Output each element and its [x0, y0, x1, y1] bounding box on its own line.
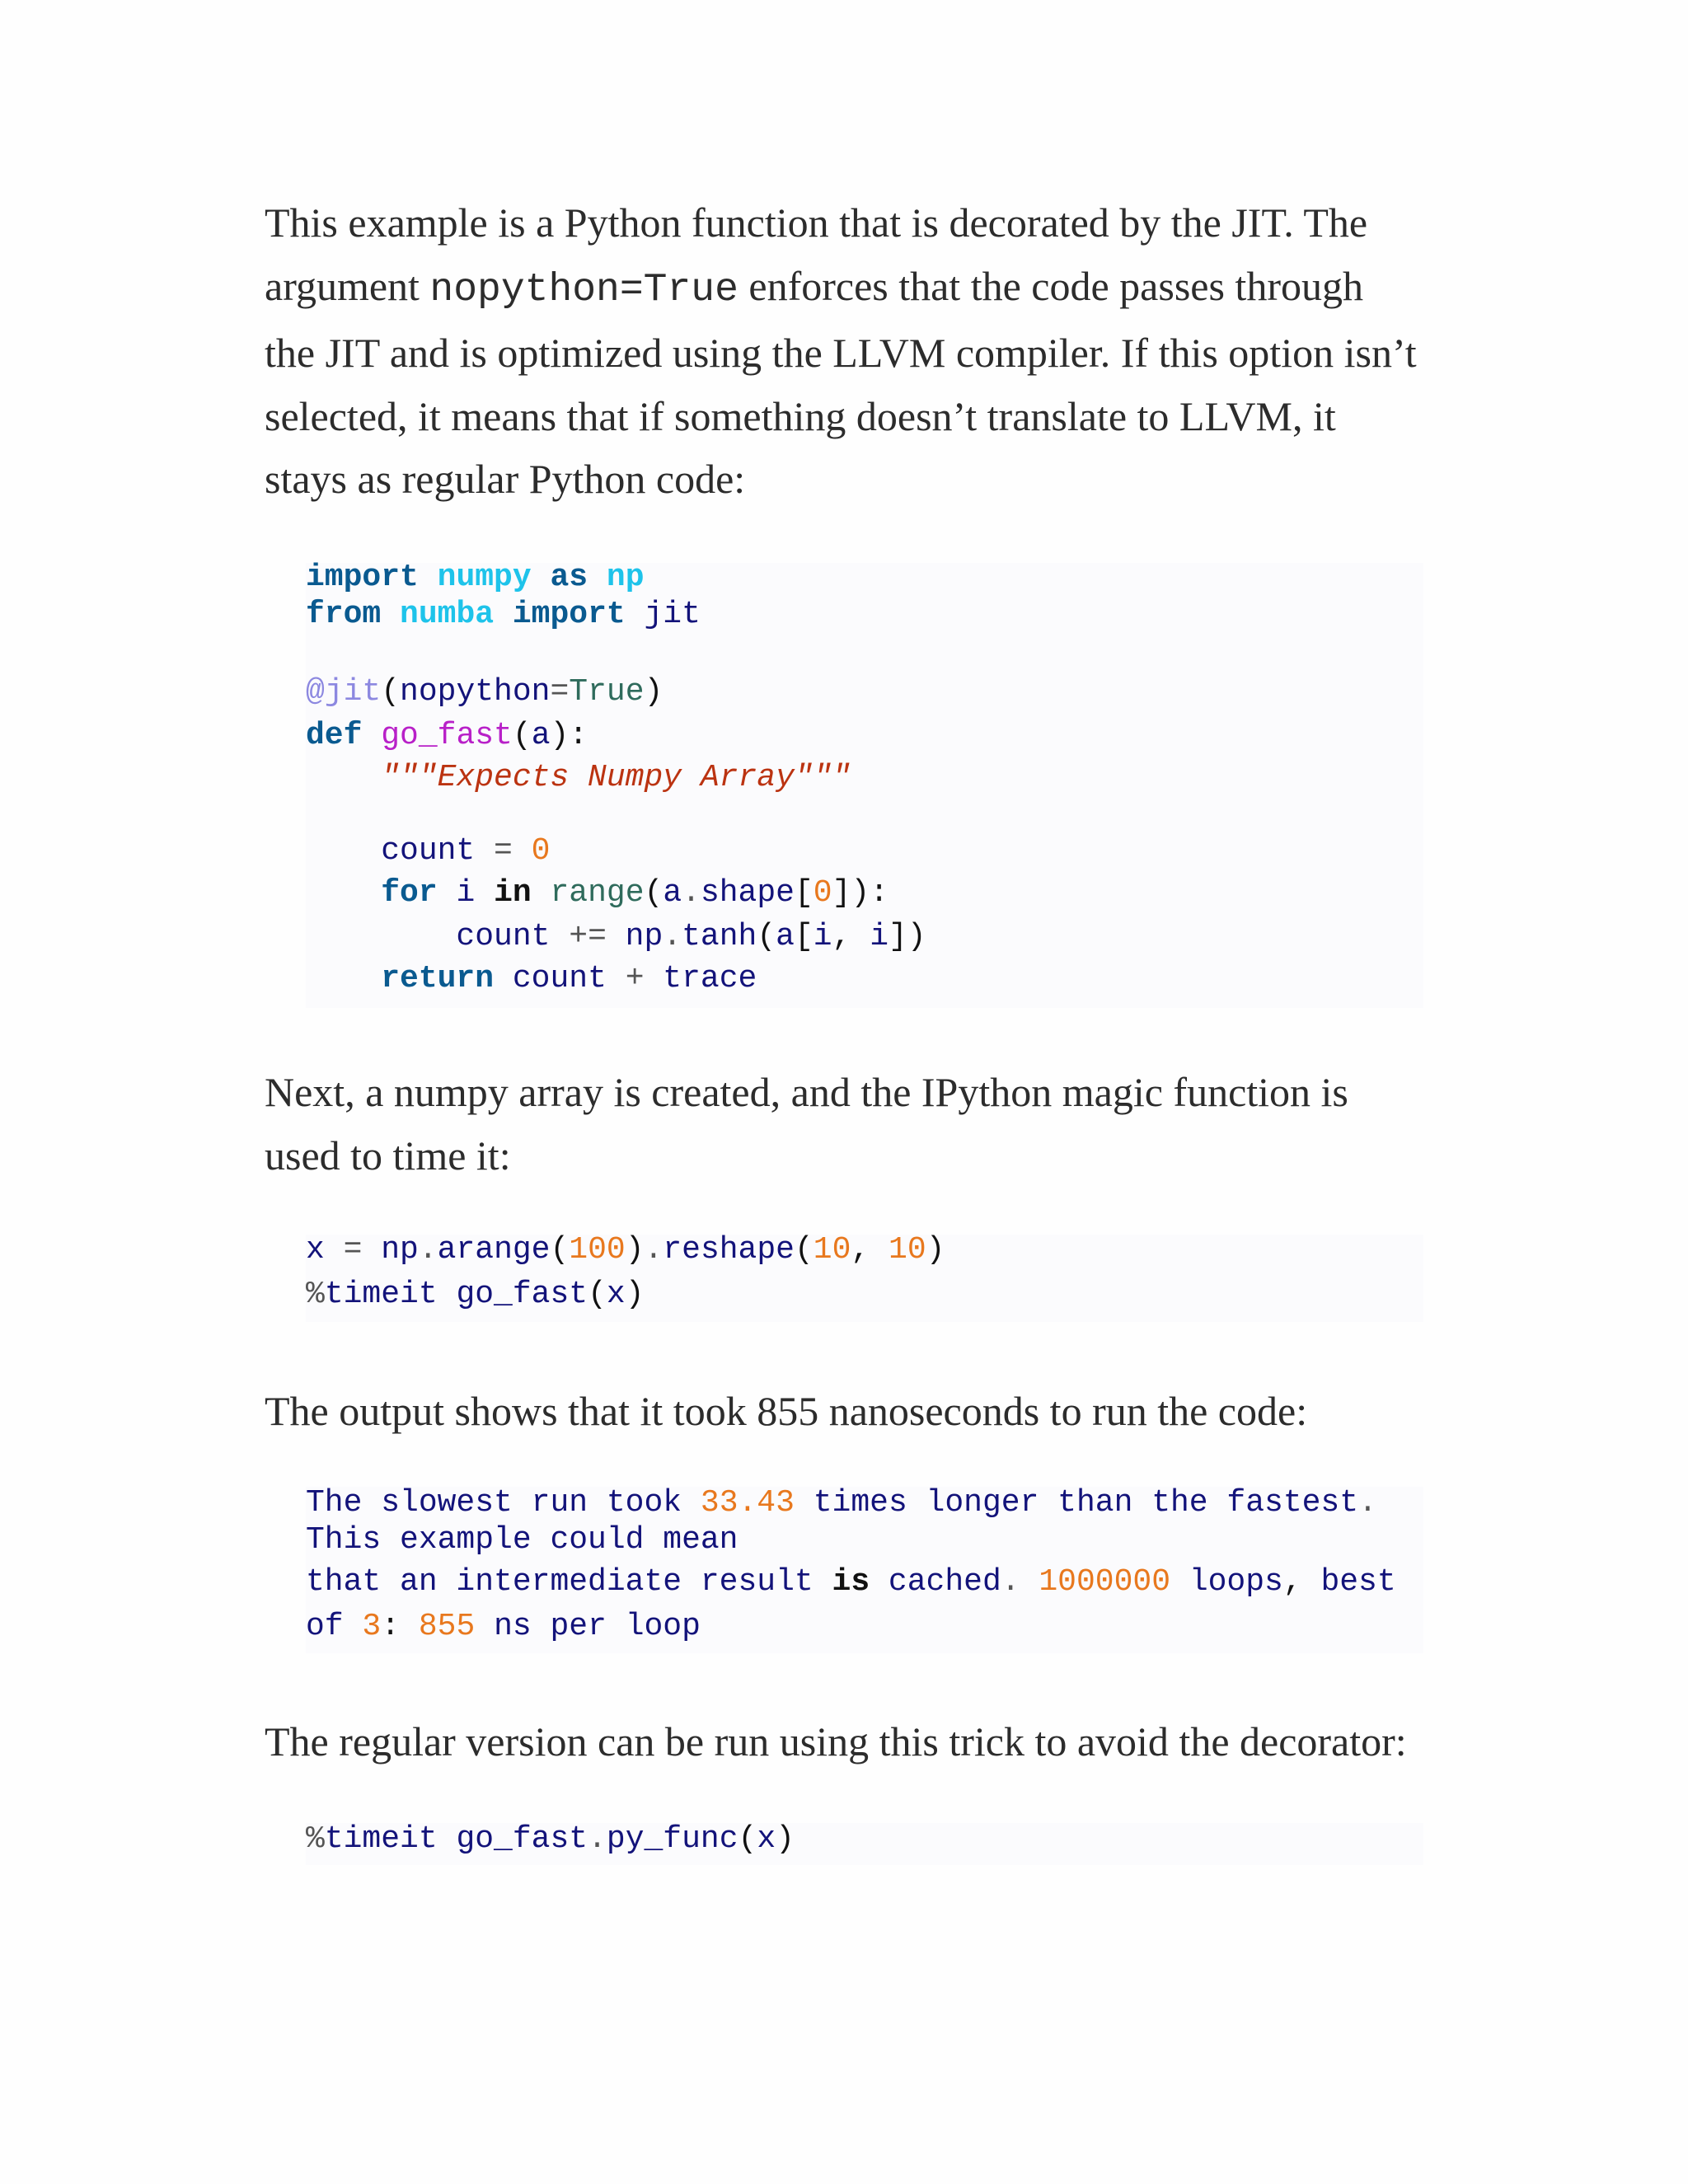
code-token: a — [663, 875, 682, 911]
code-token — [306, 875, 381, 911]
code-token: def — [306, 718, 363, 753]
code-block-jit-function — [306, 560, 1423, 1008]
code-token: times longer than the fastest — [794, 1485, 1359, 1521]
code-token: numba — [400, 597, 495, 632]
code-token: trace — [644, 961, 757, 996]
code-line — [306, 919, 926, 954]
code-token: x — [757, 1821, 776, 1857]
code-token: x — [306, 1232, 344, 1268]
code-token: The slowest run took — [306, 1485, 701, 1521]
code-token — [381, 597, 400, 632]
code-token: jit — [625, 597, 701, 632]
code-token: 855 — [418, 1609, 476, 1644]
code-token — [362, 718, 381, 753]
code-token: , — [851, 1232, 889, 1268]
code-token: . — [1001, 1564, 1039, 1600]
code-token: in — [494, 875, 532, 911]
paragraph-line: Next, a numpy array is created, and the IPython magic function is — [265, 1069, 1348, 1115]
paragraph-line: This example is a Python function that is decorated by the JIT. The — [265, 199, 1368, 246]
code-token: ): — [550, 718, 588, 753]
code-token: . — [644, 1232, 663, 1268]
code-token: ) — [625, 1277, 645, 1312]
code-token: 33.43 — [700, 1485, 795, 1521]
code-token: a — [776, 919, 795, 954]
paragraph-line: stays as regular Python code: — [265, 456, 746, 502]
code-token: 10 — [889, 1232, 926, 1268]
code-token: ]) — [889, 919, 926, 954]
code-token: import — [306, 560, 419, 595]
code-token — [588, 560, 607, 595]
code-token: count — [306, 833, 495, 869]
code-token: += — [569, 919, 607, 954]
code-line — [306, 1485, 1377, 1521]
code-token: ) — [776, 1821, 795, 1857]
paragraph-line: the JIT and is optimized using the LLVM compiler. If this option isn’t — [265, 330, 1417, 376]
code-token: This example could mean — [306, 1522, 738, 1558]
code-line — [306, 833, 550, 869]
code-token: return — [381, 961, 495, 996]
code-token: tanh — [682, 919, 757, 954]
paragraph-output — [265, 1380, 1435, 1443]
code-token: timeit go_fast — [324, 1821, 588, 1857]
code-token: : — [381, 1609, 419, 1644]
code-token: . — [682, 875, 701, 911]
code-line — [306, 1564, 1396, 1600]
code-token: np — [606, 919, 663, 954]
code-token: ) — [625, 1232, 645, 1268]
paragraph-line: The output shows that it took 855 nanoseconds to run the code: — [265, 1388, 1308, 1434]
code-token: that an intermediate result — [306, 1564, 832, 1600]
code-token: ]): — [832, 875, 889, 911]
code-token: True — [569, 674, 645, 710]
code-line — [306, 1821, 795, 1857]
code-token — [306, 961, 381, 996]
code-token — [306, 760, 381, 795]
code-token: , — [1282, 1564, 1321, 1600]
code-token: = — [343, 1232, 363, 1268]
paragraph-line — [265, 255, 1435, 322]
code-token: i — [813, 919, 832, 954]
code-token: np — [362, 1232, 419, 1268]
paragraph-line: The regular version can be run using this trick to avoid the decorator: — [265, 1718, 1407, 1765]
text-span: argument — [265, 262, 430, 309]
code-token: is — [832, 1564, 870, 1600]
code-line — [306, 875, 889, 911]
code-token: for — [381, 875, 438, 911]
code-token: """Expects Numpy Array""" — [381, 760, 851, 795]
code-token: , — [832, 919, 870, 954]
code-token: % — [306, 1821, 325, 1857]
code-token: ns per loop — [475, 1609, 701, 1644]
code-token: . — [418, 1232, 438, 1268]
code-token: ) — [926, 1232, 945, 1268]
code-token: ( — [512, 718, 532, 753]
code-token: of — [306, 1609, 363, 1644]
code-token: reshape — [663, 1232, 795, 1268]
paragraph-intro — [265, 191, 1435, 511]
code-token: count — [306, 919, 570, 954]
code-token: nopython — [400, 674, 551, 710]
code-token: + — [625, 961, 645, 996]
code-token: @jit — [306, 674, 382, 710]
paragraph-regular-version — [265, 1710, 1435, 1774]
code-token: 1000000 — [1039, 1564, 1171, 1600]
code-token: range — [550, 875, 645, 911]
code-token: shape — [700, 875, 795, 911]
code-token — [513, 833, 532, 869]
code-token: i — [437, 875, 495, 911]
code-token: x — [606, 1277, 626, 1312]
code-token: ( — [550, 1232, 570, 1268]
code-line — [306, 961, 757, 996]
code-line — [306, 1522, 738, 1558]
code-token: . — [588, 1821, 607, 1857]
code-token — [494, 597, 513, 632]
code-block-py-func — [306, 1823, 1423, 1865]
code-token: ( — [794, 1232, 814, 1268]
code-line — [306, 1609, 701, 1644]
code-token — [532, 560, 551, 595]
code-token: numpy — [437, 560, 532, 595]
code-token: timeit go_fast — [324, 1277, 588, 1312]
paragraph-line: selected, it means that if something doesn’t translate to LLVM, it — [265, 392, 1336, 439]
code-line — [306, 760, 851, 795]
code-token: 0 — [813, 875, 832, 911]
code-line — [306, 1232, 945, 1268]
code-token: ( — [738, 1821, 757, 1857]
inline-code: nopython=True — [429, 267, 738, 312]
code-token: best — [1320, 1564, 1396, 1600]
code-token: loops — [1170, 1564, 1283, 1600]
code-block-output — [306, 1487, 1423, 1653]
code-token: ( — [644, 875, 663, 911]
code-line — [306, 718, 588, 753]
code-token: a — [531, 718, 551, 753]
code-line — [306, 560, 645, 595]
code-token: ( — [381, 674, 401, 710]
code-token — [532, 875, 551, 911]
code-token: as — [550, 560, 588, 595]
code-token: ( — [588, 1277, 607, 1312]
code-token: 10 — [813, 1232, 851, 1268]
code-token: import — [512, 597, 626, 632]
code-token: count — [494, 961, 626, 996]
code-token — [419, 560, 438, 595]
code-token: arange — [437, 1232, 551, 1268]
code-token: go_fast — [381, 718, 513, 753]
code-token: [ — [794, 919, 814, 954]
code-token: 3 — [362, 1609, 382, 1644]
code-token: py_func — [606, 1821, 738, 1857]
code-token: . — [663, 919, 682, 954]
code-token: i — [870, 919, 889, 954]
paragraph-numpy-array — [265, 1061, 1435, 1187]
code-token: [ — [794, 875, 814, 911]
code-block-timeit — [306, 1232, 1423, 1322]
code-token: = — [550, 674, 570, 710]
code-token: from — [306, 597, 382, 632]
code-token: . — [1358, 1485, 1377, 1521]
code-token: cached — [870, 1564, 1001, 1600]
code-token: ( — [757, 919, 776, 954]
text-span: enforces that the code passes through — [738, 262, 1363, 309]
code-token: ) — [644, 674, 663, 710]
code-token: % — [306, 1277, 325, 1312]
code-line — [306, 674, 663, 710]
code-token: = — [494, 833, 513, 869]
code-line — [306, 1277, 645, 1312]
code-line — [306, 597, 701, 632]
paragraph-line: used to time it: — [265, 1132, 511, 1179]
code-token: 100 — [569, 1232, 626, 1268]
code-token: np — [606, 560, 645, 595]
code-token: 0 — [531, 833, 551, 869]
